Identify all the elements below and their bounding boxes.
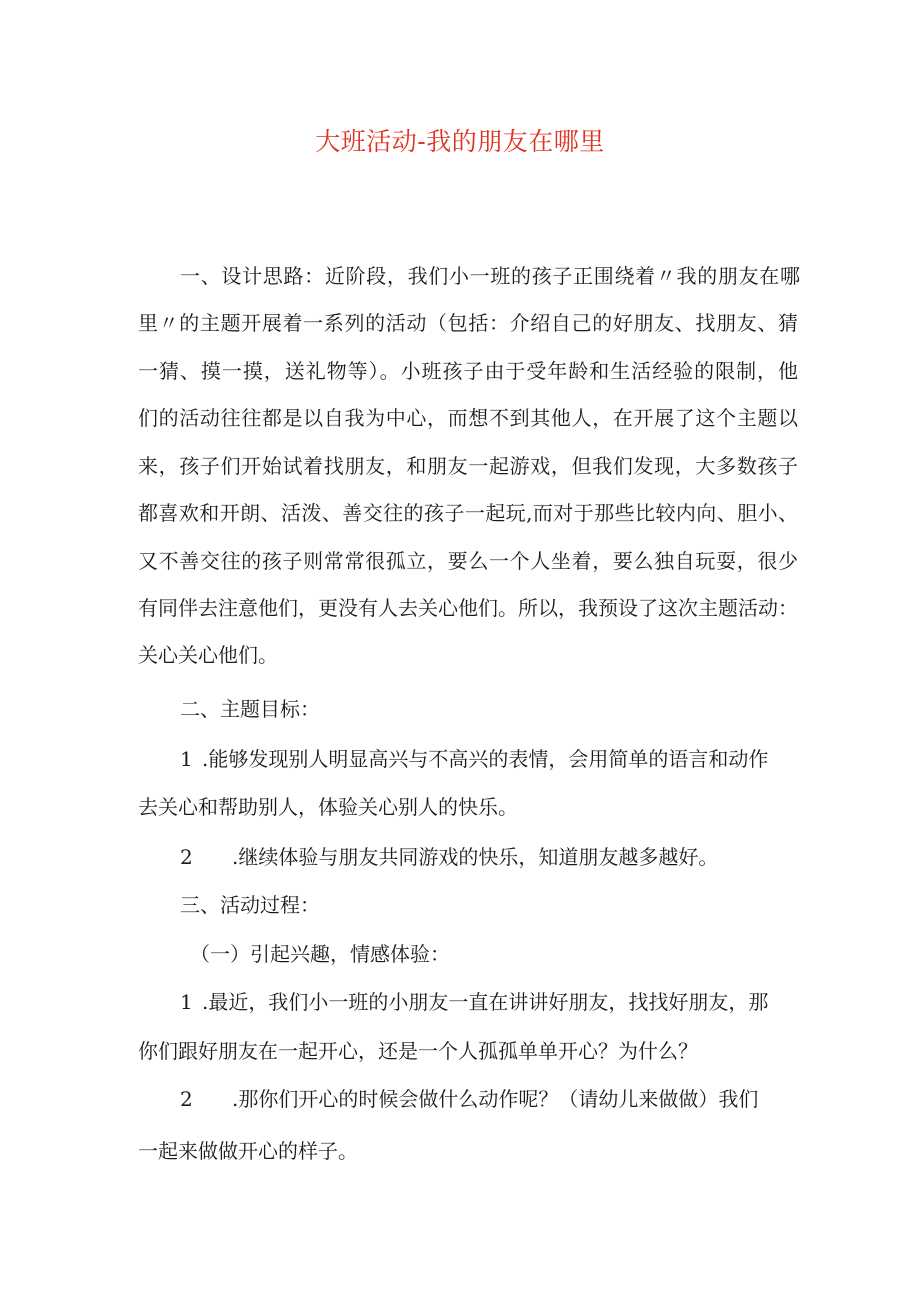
paragraph-line: 都喜欢和开朗、活泼、善交往的孩子一起玩,而对于那些比较内向、胆小、 [138, 501, 798, 525]
paragraph-line: 们的活动往往都是以自我为中心，而想不到其他人，在开展了这个主题以 [138, 406, 798, 430]
paragraph-line: 关心关心他们。 [138, 643, 278, 667]
paragraph-line: 里〃的主题开展着一系列的活动（包括：介绍自己的好朋友、找朋友、猜 [138, 311, 798, 335]
list-text: .最近，我们小一班的小朋友一直在讲讲好朋友，找找好朋友，那 [202, 990, 769, 1014]
paragraph-line: 去关心和帮助别人，体验关心别人的快乐。 [138, 795, 518, 819]
list-number: 2 [180, 845, 193, 869]
list-number: 1 [180, 990, 193, 1014]
step-item-1 [180, 990, 768, 1014]
paragraph-line: 有同伴去注意他们，更没有人去关心他们。所以，我预设了这次主题活动： [138, 596, 798, 620]
list-text: .继续体验与朋友共同游戏的快乐，知道朋友越多越好。 [232, 845, 719, 869]
list-text: .能够发现别人明显高兴与不高兴的表情，会用简单的语言和动作 [202, 747, 769, 771]
goal-item-2 [180, 845, 718, 869]
list-number: 2 [180, 1087, 193, 1111]
paragraph-line: 来，孩子们开始试着找朋友，和朋友一起游戏，但我们发现，大多数孩子 [138, 454, 798, 478]
list-text: .那你们开心的时候会做什么动作呢？（请幼儿来做做）我们 [232, 1087, 759, 1111]
subsection-heading: （一）引起兴趣，情感体验： [190, 942, 450, 966]
list-number: 1 [180, 747, 193, 771]
paragraph-line: 一、设计思路：近阶段，我们小一班的孩子正围绕着〃我的朋友在哪 [180, 264, 800, 288]
paragraph-line: 一猜、摸一摸，送礼物等）。小班孩子由于受年龄和生活经验的限制，他 [138, 359, 798, 383]
step-item-2 [180, 1087, 758, 1111]
section-heading: 三、活动过程： [180, 893, 320, 917]
paragraph-line: 一起来做做开心的样子。 [138, 1139, 358, 1163]
section-heading: 二、主题目标： [180, 697, 320, 721]
paragraph-line: 又不善交往的孩子则常常很孤立，要么一个人坐着，要么独自玩耍，很少 [138, 549, 798, 573]
document-title: 大班活动-我的朋友在哪里 [315, 127, 605, 156]
goal-item-1 [180, 747, 768, 771]
paragraph-line: 你们跟好朋友在一起开心，还是一个人孤孤单单开心？为什么？ [138, 1039, 698, 1063]
